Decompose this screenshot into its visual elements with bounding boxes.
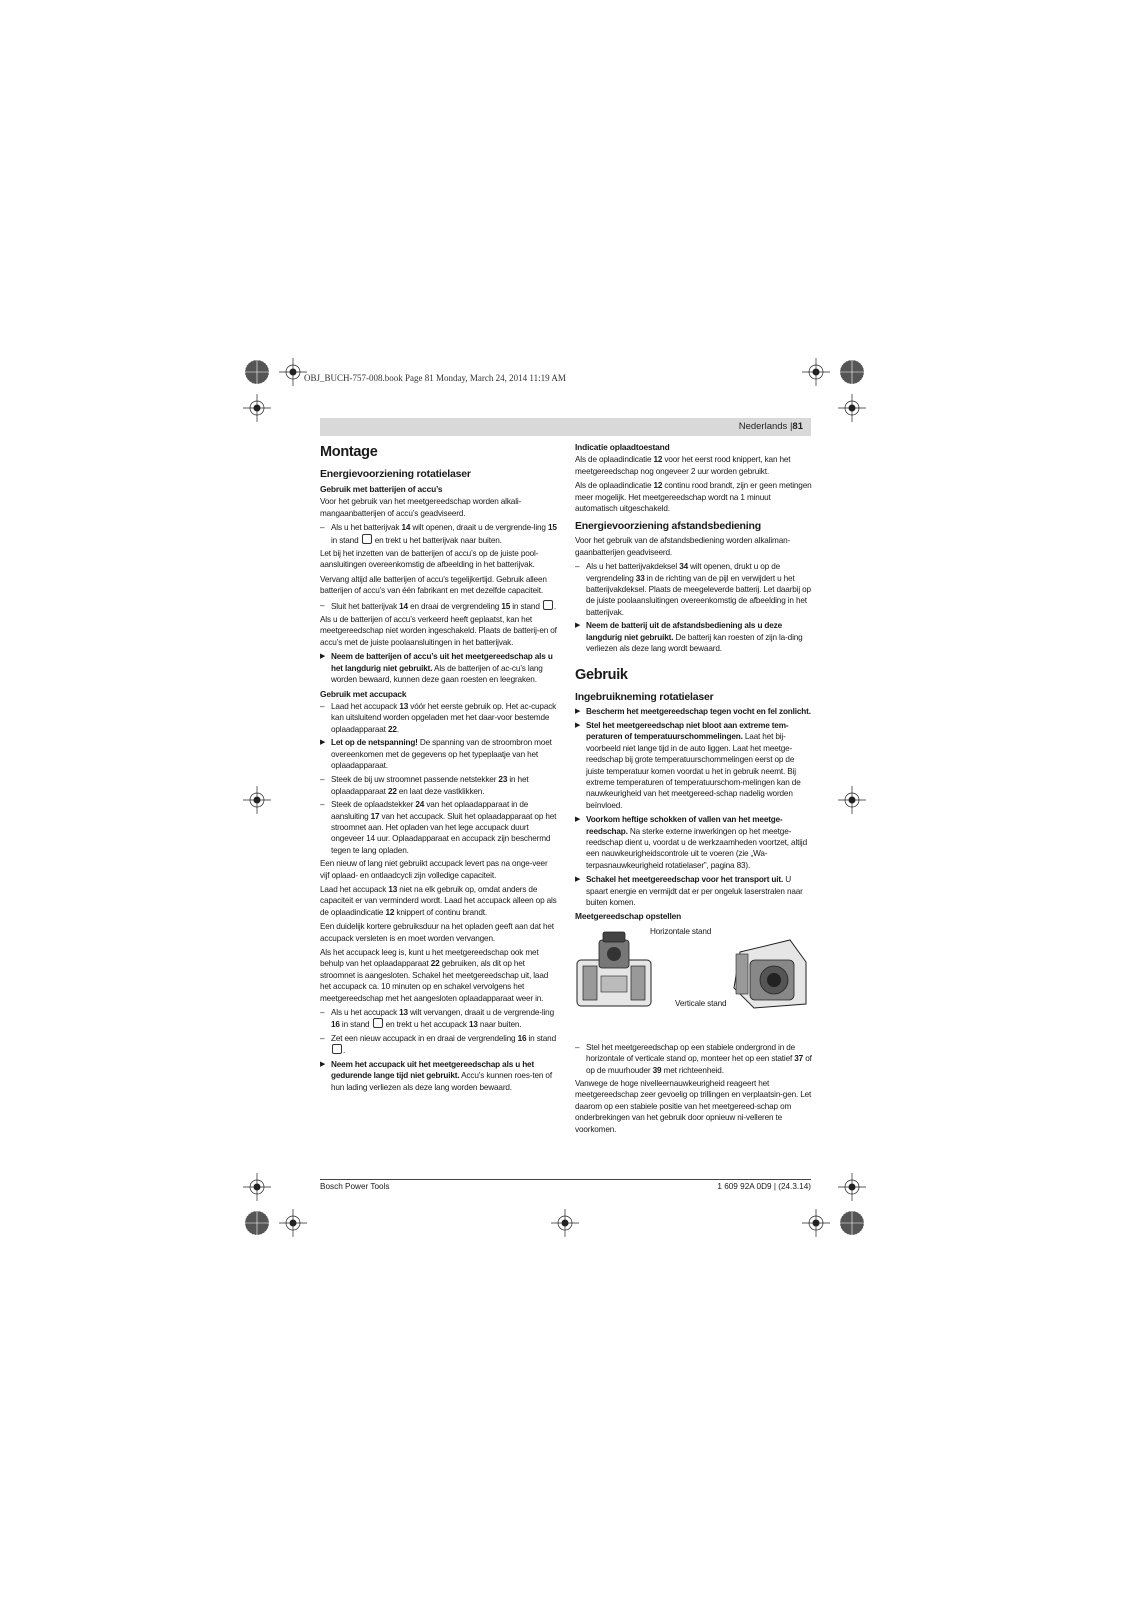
warning-item: ▶ Let op de netspanning! De spanning van de stroombron moet overeenkomen met de gegevens op het typeplaatje van het oplaadapparaat.: [320, 737, 557, 771]
figure-label-horizontal: Horizontale stand: [650, 926, 712, 936]
heading-startup: Ingebruikneming rotatielaser: [575, 690, 714, 703]
footer-doc-number: 1 609 92A 0D9 | (24.3.14): [717, 1182, 811, 1191]
unlock-icon: [362, 534, 372, 544]
heading-gebruik: Gebruik: [575, 666, 628, 683]
registration-mark-bottom-left-circle-icon: [243, 1209, 271, 1237]
registration-mark-top-right-side-cross-icon: [838, 394, 866, 422]
dash-item: – Steek de bij uw stroomnet passende netstekker 23 in het oplaadapparaat 22 en laat deze vastklikken.: [320, 774, 557, 797]
footer-publisher: Bosch Power Tools: [320, 1182, 390, 1191]
dash-item: – Steek de oplaadstekker 24 van het oplaadapparaat in de aansluiting 17 van het accupack. Sluit het oplaadapparaat op het stroomnet aan. Het opladen van het lege accupack duurt ongeveer 14 uur. Oplaadapparaat en accupack zijn beschermd tegen te lang opladen.: [320, 799, 557, 856]
paragraph: Laad het accupack 13 niet na elk gebruik op, omdat anders de capaciteit er van verminderd wordt. Laad het accupack alleen op als de oplaadindicatie 12 knippert of continu brandt.: [320, 885, 557, 917]
dash-item: – Laad het accupack 13 vóór het eerste gebruik op. Het ac-cupack kan uitsluitend worden opgeladen met het daar-voor bestemde oplaadapparaat 22.: [320, 701, 557, 735]
dash-item: – Als u het accupack 13 wilt vervangen, draait u de vergrende-ling 16 in stand en trekt u het accupack 13 naar buiten.: [320, 1007, 557, 1031]
registration-mark-top-right-circle-icon: [838, 358, 866, 386]
registration-mark-mid-right-cross-icon: [838, 786, 866, 814]
header-separator: |: [789, 421, 793, 432]
paragraph: Een nieuw of lang niet gebruikt accupack levert pas na onge-veer vijf oplaad- en ontlaadcycli zijn volledige capaciteit.: [320, 859, 548, 880]
registration-mark-top-left-cross-icon: [279, 358, 307, 386]
figure-label-vertical: Verticale stand: [675, 998, 727, 1008]
right-column: [575, 442, 812, 1138]
lock-icon: [543, 600, 553, 610]
subheading-batteries: Gebruik met batterijen of accu’s: [320, 484, 443, 494]
lock-icon: [332, 1044, 342, 1054]
rotation-laser-horizontal-illustration: [575, 930, 655, 1010]
print-slug: OBJ_BUCH-757-008.book Page 81 Monday, March 24, 2014 11:19 AM: [304, 373, 566, 383]
setup-figure: [575, 926, 812, 1038]
warning-item: ▶ Schakel het meetgereedschap voor het transport uit. U spaart energie en vermijdt dat er per ongeluk laserstralen naar buiten komen.: [575, 874, 812, 908]
rotation-laser-vertical-illustration: [730, 932, 810, 1012]
header-text: [739, 421, 803, 432]
subheading-charge-indicator: Indicatie oplaadtoestand: [575, 442, 670, 452]
registration-mark-bottom-left-cross-icon: [279, 1209, 307, 1237]
footer-rule: [320, 1179, 811, 1180]
registration-mark-bottom-left-side-cross-icon: [243, 1173, 271, 1201]
left-column: [320, 442, 557, 1096]
warning-item: ▶ Neem het accupack uit het meetgereedschap als u het gedurende lange tijd niet gebruikt. Accu’s kunnen roes-ten of hun lading verliezen als deze lang worden bewaard.: [320, 1059, 557, 1093]
subheading-accupack: Gebruik met accupack: [320, 688, 407, 699]
warning-item: ▶ Stel het meetgereedschap niet bloot aan extreme tem-peraturen of temperatuurschommelingen. Laat het bij-voorbeeld niet lange tijd in de auto liggen. Laat het meetge-reedschap bij grote temperatuurschommelingen eerst op de juiste temperatuur komen voordat u het in gebruik neemt. Bij extreme temperaturen of temperatuurschom-melingen kan de nauwkeurigheid van het meetgereed-schap nadelig worden beïnvloed.: [575, 720, 812, 811]
paragraph: Voor het gebruik van de afstandsbediening worden alkaliman-gaanbatterijen geadviseerd.: [575, 536, 791, 557]
paragraph: Voor het gebruik van het meetgereedschap worden alkali-mangaanbatterijen of accu’s geadviseerd.: [320, 497, 522, 518]
paragraph: Vervang altijd alle batterijen of accu’s tegelijkertijd. Gebruik alleen batterijen of accu’s van één fabrikant en met dezelfde capaciteit.: [320, 574, 547, 596]
paragraph: Als u de batterijen of accu’s verkeerd heeft geplaatst, kan het meetgereedschap niet worden ingeschakeld. Plaats de batterij-en of accu’s met de juiste poolaansluitingen in het batterijvak.: [320, 615, 557, 647]
running-header: [320, 418, 811, 436]
registration-mark-top-right-cross-icon: [802, 358, 830, 386]
heading-energy-remote: Energievoorziening afstandsbediening: [575, 520, 761, 533]
warning-item: ▶ Voorkom heftige schokken of vallen van het meetge-reedschap. Na sterke externe inwerkingen op het meetge-reedschap dient u, voordat u de werkzaamheden voortzet, altijd een nauwkeurigheidscontrole uit te voeren (zie „Wa-terpasnauwkeurigheid rotatielaser”, pagina 83).: [575, 814, 812, 871]
paragraph: Als het accupack leeg is, kunt u het meetgereedschap ook met behulp van het oplaadapparaat 22 gebruiken, als dit op het stroomnet is aangesloten. Schakel het meetgereedschap uit, laad het accupack ca. 10 minuten op en schakel vervolgens het meetgereedschap met het aangesloten oplaadapparaat weer in.: [320, 948, 549, 1003]
paragraph: Als de oplaadindicatie 12 voor het eerst rood knippert, kan het meetgereedschap nog ongeveer 2 uur worden gebruikt.: [575, 455, 791, 476]
registration-mark-top-left-circle-icon: [243, 358, 271, 386]
unlock-icon: [373, 1018, 383, 1028]
paragraph: Let bij het inzetten van de batterijen of accu’s op de juiste pool-aansluitingen overeenkomstig de afbeelding in het batterijvak.: [320, 549, 539, 570]
dash-item: – Stel het meetgereedschap op een stabiele ondergrond in de horizontale of verticale stand op, monteer het op een statief 37 of op de muurhouder 39 met richteenheid.: [575, 1042, 812, 1076]
registration-mark-bottom-right-circle-icon: [838, 1209, 866, 1237]
registration-mark-mid-left-cross-icon: [243, 786, 271, 814]
warning-item: ▶ Neem de batterij uit de afstandsbediening als u deze langdurig niet gebruikt. De batterij kan roesten of zijn la-ding verliezen als deze lang wordt bewaard.: [575, 620, 812, 654]
dash-item: – Sluit het batterijvak 14 en draai de vergrendeling 15 in stand .: [320, 600, 557, 612]
subheading-setup: Meetgereedschap opstellen: [575, 911, 682, 922]
registration-mark-top-left-side-cross-icon: [243, 394, 271, 422]
warning-item: ▶ Neem de batterijen of accu’s uit het meetgereedschap als u het langdurig niet gebruikt. Als de batterijen of ac-cu’s lang worden bewaard, kunnen deze gaan roesten en leegraken.: [320, 651, 557, 685]
registration-mark-bottom-right-side-cross-icon: [838, 1173, 866, 1201]
heading-energy-rotation-laser: Energievoorziening rotatielaser: [320, 468, 471, 480]
paragraph: Als de oplaadindicatie 12 continu rood brandt, zijn er geen metingen meer mogelijk. Het meetgereedschap wordt na 1 minuut automatisch uitgeschakeld.: [575, 481, 812, 514]
header-language: Nederlands: [738, 421, 788, 432]
paragraph: Een duidelijk kortere gebruiksduur na het opladen geeft aan dat het accupack versleten is en moet worden vervangen.: [320, 922, 554, 943]
heading-montage: Montage: [320, 444, 378, 460]
dash-item: – Als u het batterijvak 14 wilt openen, draait u de vergrende-ling 15 in stand en trekt u het batterijvak naar buiten.: [320, 522, 557, 546]
dash-item: – Zet een nieuw accupack in en draai de vergrendeling 16 in stand .: [320, 1033, 557, 1057]
registration-mark-bottom-center-cross-icon: [551, 1209, 579, 1237]
dash-item: – Als u het batterijvakdeksel 34 wilt openen, drukt u op de vergrendeling 33 in de richting van de pijl en verwijdert u het batterijvakdeksel. Plaats de meegeleverde batterij. Let daarbij op de juiste poolaansluitingen overeenkomstig de afbeelding in het batterijvak.: [575, 561, 812, 618]
warning-item: ▶ Bescherm het meetgereedschap tegen vocht en fel zonlicht.: [575, 706, 812, 717]
header-page-number: 81: [792, 421, 803, 432]
paragraph: Vanwege de hoge nivelleernauwkeurigheid reageert het meetgereedschap zeer gevoelig op trillingen en verplaatsin-gen. Let daarom op een stabiele positie van het meetgereed-schap om onderbrekingen van het gebruik door opnieuw ni-velleren te voorkomen.: [575, 1079, 812, 1134]
registration-mark-bottom-right-cross-icon: [802, 1209, 830, 1237]
